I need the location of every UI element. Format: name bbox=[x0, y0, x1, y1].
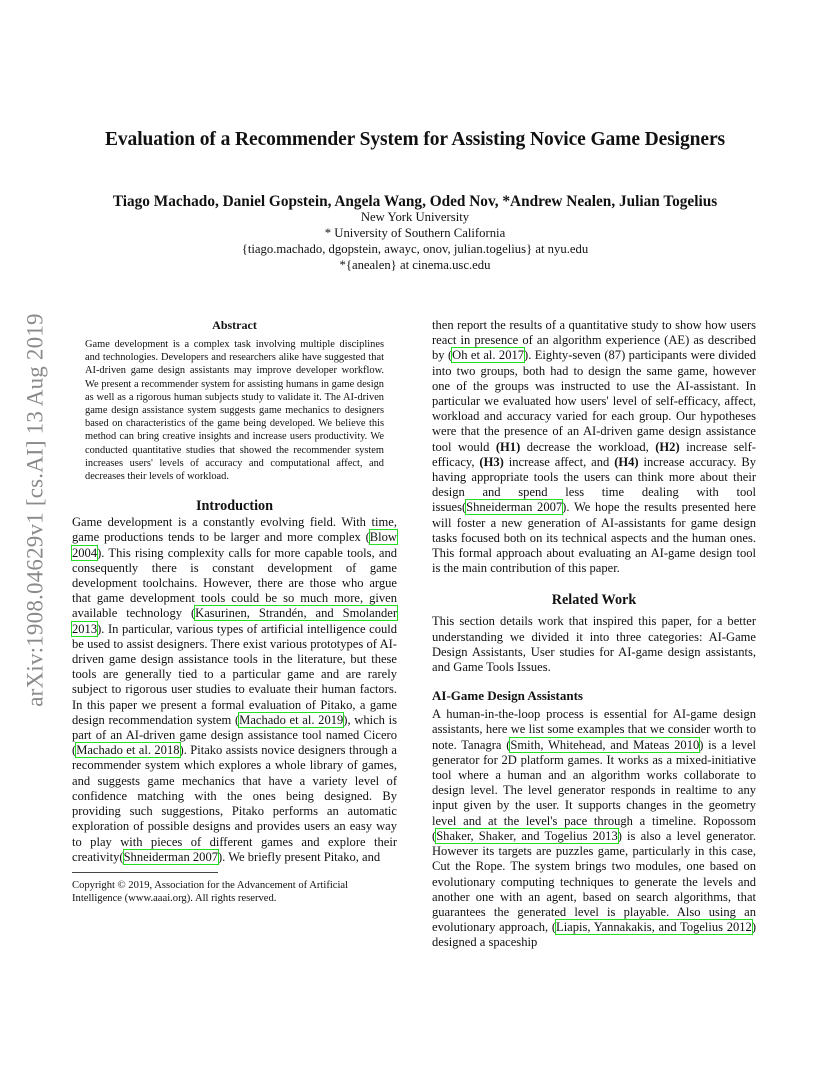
abstract-heading: Abstract bbox=[212, 318, 257, 332]
arxiv-stamp bbox=[23, 290, 49, 730]
related-work-heading: Related Work bbox=[551, 592, 637, 609]
hypothesis-label: (H1) bbox=[495, 439, 521, 454]
affiliation-emails-nyu: {tiago.machado, dgopstein, awayc, onov, julian.togelius} at nyu.edu bbox=[241, 242, 589, 256]
paper-title: Evaluation of a Recommender System for Assisting Novice Game Designers bbox=[104, 129, 725, 150]
introduction-heading: Introduction bbox=[196, 498, 273, 515]
footnote-divider bbox=[72, 872, 218, 873]
left-column bbox=[72, 318, 397, 905]
abstract-text: Game development is a complex task involving multiple disciplines and technologies. Developers and researchers alike have suggested that AI-driven game design assistants may improve developer workflow. We present a recommender system for assisting humans in game design as well as a rigorous human subjects study to validate it. The AI-driven game design assistance system suggests game mechanics to designers based on characteristics of the game being developed. We believe this method can bring creative insights and increase users productivity. We conducted quantitative studies that showed the recommender system increases users' levels of accuracy and computational affect, and decreases their levels of workload. bbox=[85, 339, 384, 483]
citation-link[interactable]: Smith, Whitehead, and Mateas 2010 bbox=[510, 737, 700, 752]
citation-link[interactable]: Shneiderman 2007 bbox=[466, 500, 563, 515]
related-work-text: This section details work that inspired this paper, for a better understanding we divided it into three categories: AI-Game Design Assistants, User studies for AI-game design assistants, and Game Tools Issues. bbox=[432, 614, 756, 675]
hypothesis-label: (H2) bbox=[655, 439, 680, 454]
introduction-continued-text: then report the results of a quantitative study to show how users react in presence of an algorithm experience (AE) as described by (Oh et al. 2017). Eighty-seven (87) participants were divided into two groups, both had to design the same game, however one of the groups was instructed to use the AI-assistant. In particular we evaluated how users' level of self-efficacy, affect, workload and accuracy varied for each group. Our hypotheses were that the presence of an AI-driven game design assistance tool would (H1) decrease the workload, (H2) increase self-efficacy, (H3) increase affect, and (H4) increase accuracy. By having appropriate tools the users can think more about their design and spend less time dealing with tool issues(Shneiderman 2007). We hope the results presented here will foster a new generation of AI-assistants for game design tasks focused both on its technical aspects and the human ones. This formal approach about evaluating an AI-game design tool is the main contribution of this paper. bbox=[432, 318, 757, 576]
citation-link[interactable]: Shaker, Shaker, and Togelius 2013 bbox=[436, 828, 618, 843]
hypothesis-label: (H4) bbox=[614, 454, 639, 469]
affiliation-nyu: New York University bbox=[360, 210, 470, 224]
ai-game-design-text: A human-in-the-loop process is essential for AI-game design assistants, here we list some examples that we consider worth to note. Tanagra (Smith, Whitehead, and Mateas 2010) is a level generator for 2D platform games. It works as a mixed-initiative tool where a human and an algorithm works collaborate to design level. The level generator responds in realtime to any input given by the user. It supports changes in the geometry level and at the level's pace through a timeline. Ropossom (Shaker, Shaker, and Togelius 2013) is also a level generator. However its targets are puzzles game, particularly in this case, Cut the Rope. The system brings two modules, one based on evolutionary computing techniques to generate the levels and another one with an agent, based on search algorithms, that guarantees the generated level is playable. Also using an evolutionary approach, (Liapis, Yannakakis, and Togelius 2012) designed a spaceship bbox=[432, 707, 757, 950]
right-column bbox=[432, 318, 756, 951]
citation-link[interactable]: Liapis, Yannakakis, and Togelius 2012 bbox=[556, 920, 752, 935]
affiliation-emails-usc: *{anealen} at cinema.usc.edu bbox=[339, 258, 491, 272]
citation-link[interactable]: Oh et al. 2017 bbox=[452, 348, 525, 363]
citation-link[interactable]: Machado et al. 2019 bbox=[239, 712, 344, 727]
affiliation-usc: * University of Southern California bbox=[324, 226, 506, 240]
ai-game-design-heading: AI-Game Design Assistants bbox=[432, 688, 583, 704]
citation-link[interactable]: Shneiderman 2007 bbox=[123, 849, 218, 864]
hypothesis-label: (H3) bbox=[479, 454, 504, 469]
introduction-text: Game development is a constantly evolving field. With time, game productions tends to be larger and more complex (Blow 2004). This rising complexity calls for more capable tools, and consequently there is constant development of game development toolchains. However, there are those who argue that game development tools could be so much more, given available technology (Kasurinen, Strandén, and Smolander 2013). In particular, various types of artificial intelligence could be used to assist designers. There exist various prototypes of AI-driven game design assistance tools in the literature, but these tools are generally tied to a particular game and are rarely subject to rigorous user studies to evaluate their human factors. In this paper we present a formal evaluation of Pitako, a game design recommendation system (Machado et al. 2019), which is part of an AI-driven game design assistance tool named Cicero (Machado et al. 2018). Pitako assists novice designers through a recommender system which explores a whole library of games, and suggests game mechanics that have a variety level of confidence matching with the ones being designed. By providing such suggestions, Pitako performs an automatic exploration of possible designs and provides users an easy way to play with pieces of different games and explore their creativity(Shneiderman 2007). We briefly present Pitako, and bbox=[72, 515, 398, 864]
author-list: Tiago Machado, Daniel Gopstein, Angela Wang, Oded Nov, *Andrew Nealen, Julian Togelius bbox=[112, 193, 718, 210]
citation-link[interactable]: Blow 2004 bbox=[72, 530, 397, 560]
citation-link[interactable]: Machado et al. 2018 bbox=[76, 743, 180, 758]
copyright-footnote: Copyright © 2019, Association for the Advancement of Artificial Intelligence (www.aaai.org). All rights reserved. bbox=[72, 879, 349, 905]
arxiv-identifier[interactable]: arXiv:1908.04629v1 [cs.AI] 13 Aug 2019 bbox=[23, 313, 49, 707]
citation-link[interactable]: Kasurinen, Strandén, and Smolander 2013 bbox=[72, 606, 398, 636]
